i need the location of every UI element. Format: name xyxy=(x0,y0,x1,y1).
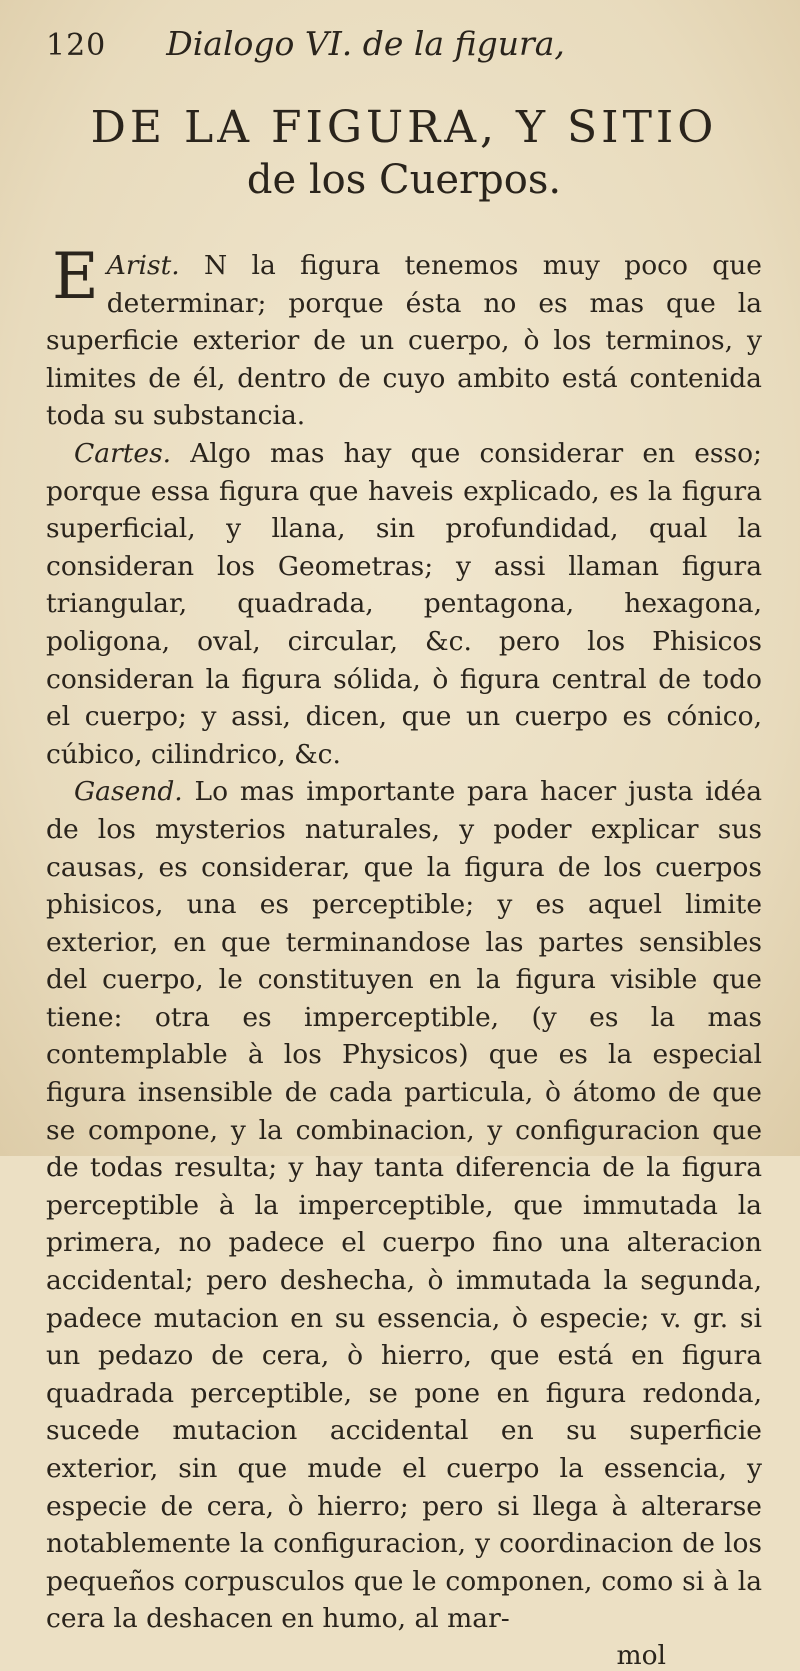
paragraph-aristotle xyxy=(46,240,762,435)
speaker-label: Arist. xyxy=(106,250,180,281)
running-title: Dialogo VI. de la figura, xyxy=(166,24,565,63)
running-header xyxy=(46,24,762,68)
paragraph-text: N la figura tenemos muy poco que determinar; porque ésta no es mas que la superficie exterior de un cuerpo, ò los terminos, y limites de él, dentro de cuyo ambito está contenida toda su substancia. xyxy=(46,250,762,432)
paragraph-text: Algo mas hay que considerar en esso; porque essa figura que haveis explicado, es la figura superficial, y llana, sin profundidad, qual la consideran los Geometras; y assi llaman figura triangular, quadrada, pentagona, hexagona, poligona, oval, circular, &c. pero los Phisicos consideran la figura sólida, ò figura central de todo el cuerpo; y assi, dicen, que un cuerpo es cónico, cúbico, cilindrico, &c. xyxy=(46,437,762,770)
paragraph-text: Lo mas importante para hacer justa idéa de los mysterios naturales, y poder explicar sus causas, es considerar, que la figura de los cuerpos phisicos, una es perceptible; y es aquel limite exterior, en que terminandose las partes sensibles del cuerpo, le constituyen en la figura visible que tiene: otra es imperceptible, (y es la mas contemplable à los Physicos) que es la especial figura insensible de cada particula, ò átomo de que se compone, y la combinacion, y configuracion que de todas resulta; y hay tanta diferencia de la figura perceptible à la imperceptible, que immutada la primera, no padece el cuerpo fino una alteracion accidental; pero deshecha, ò immutada la segunda, padece mutacion en su essencia, ò especie; v. gr. si un pedazo de cera, ò hierro, que está en figura quadrada perceptible, se pone en figura redonda, sucede mutacion accidental en su superficie exterior, sin que mude el cuerpo la essencia, y especie de cera, ò hierro; pero si llega à alterarse notablemente la configuracion, y coordinacion de los pequeños corpusculos que le componen, como si à la cera la deshacen en humo, al mar- xyxy=(46,776,762,1635)
drop-cap: E xyxy=(52,240,99,314)
speaker-label: Gasend. xyxy=(74,776,183,808)
paragraph-gassendi xyxy=(46,773,762,1638)
speaker-label: Cartes. xyxy=(74,437,172,469)
body-text xyxy=(46,240,762,1638)
chapter-title: DE LA FIGURA, Y SITIO xyxy=(90,102,718,153)
catchword: mol xyxy=(616,1639,666,1671)
page-number: 120 xyxy=(46,28,107,63)
chapter-subtitle: de los Cuerpos. xyxy=(246,157,562,203)
divider xyxy=(46,240,762,241)
paragraph-descartes xyxy=(46,435,762,773)
